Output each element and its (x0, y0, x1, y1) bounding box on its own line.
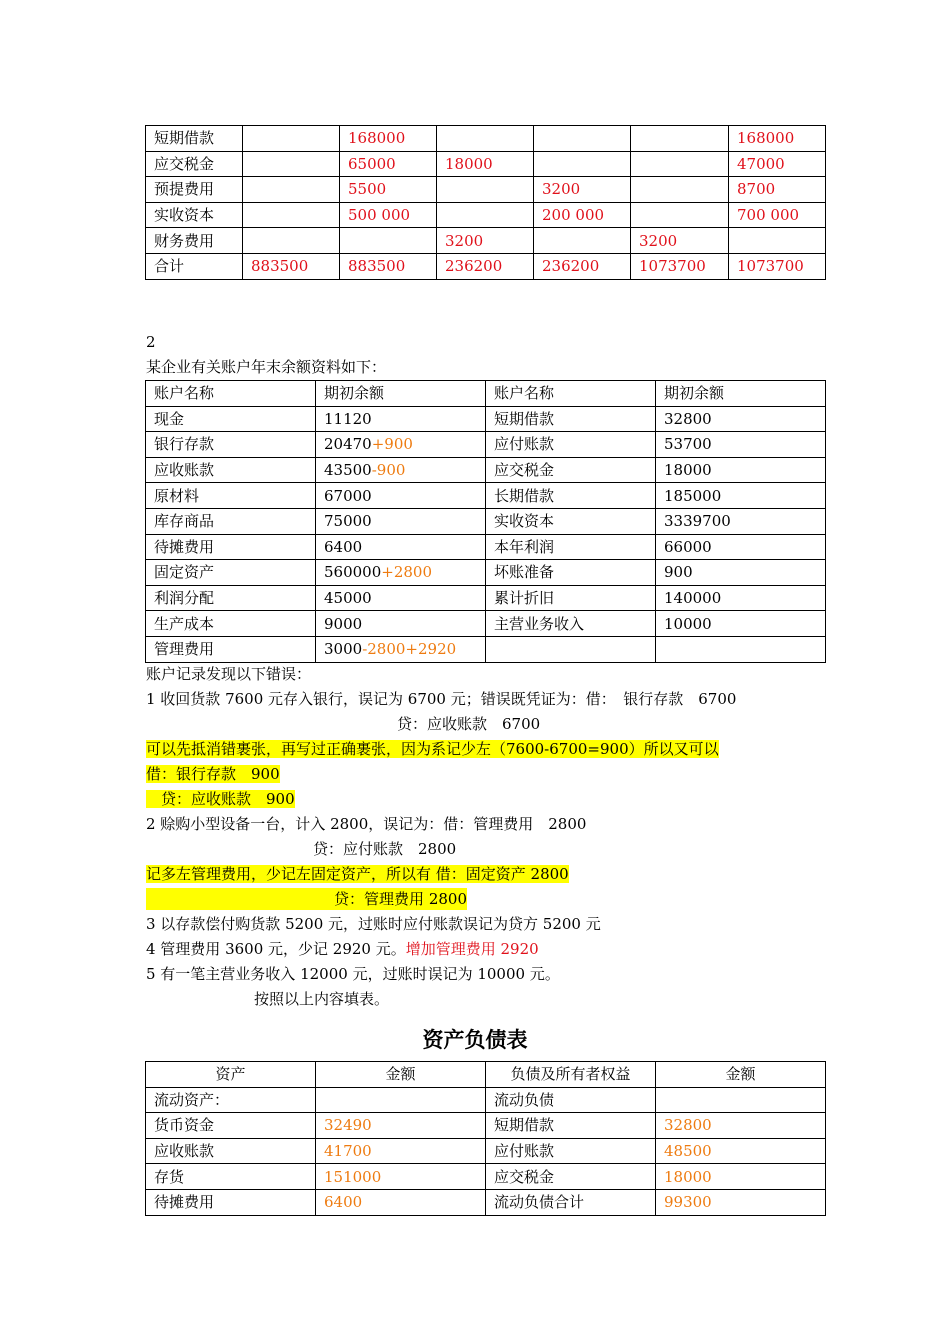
table-cell (534, 228, 631, 254)
table-cell (316, 585, 486, 611)
table-cell: 48500 (656, 1138, 826, 1164)
table-cell: 流动资产： (146, 1087, 316, 1113)
table-cell: 32490 (316, 1113, 486, 1139)
note-1-c (146, 788, 295, 812)
table-row (146, 457, 826, 483)
table-row (146, 253, 826, 279)
table-cell (316, 432, 486, 458)
table-cell: 固定资产 (146, 560, 316, 586)
table-cell (316, 508, 486, 534)
table-cell: 8700 (729, 177, 826, 203)
table-cell: 实收资本 (146, 202, 243, 228)
table-cell: 65000 (340, 151, 437, 177)
cell-value: 560000 (324, 563, 382, 582)
error-2-credit: 贷：应付账款 2800 (313, 840, 457, 858)
table-cell: 66000 (656, 534, 826, 560)
error-2: 2 赊购小型设备一台，计入 2800，误记为：借：管理费用 2800 (146, 815, 587, 833)
table-cell: 主营业务收入 (486, 611, 656, 637)
table-cell (729, 228, 826, 254)
table-cell: 18000 (437, 151, 534, 177)
table-row (146, 483, 826, 509)
table-cell: 18000 (656, 1164, 826, 1190)
ledger-summary-table (145, 125, 826, 280)
table-row (146, 1087, 826, 1113)
table-cell (656, 636, 826, 662)
cell-value: -2800+2920 (362, 640, 457, 659)
table-cell: 待摊费用 (146, 1189, 316, 1215)
table-cell: 3339700 (656, 508, 826, 534)
table-cell (437, 177, 534, 203)
section-number: 2 (146, 333, 156, 351)
highlighted-note: 可以先抵消错裹张，再写过正确裹张，因为系记少左（7600-6700=900）所以又可以 (146, 740, 719, 758)
table-cell (316, 457, 486, 483)
error-1-credit: 贷：应收账款 6700 (397, 715, 541, 733)
table-cell: 236200 (534, 253, 631, 279)
table-cell (534, 151, 631, 177)
table-header-row (146, 381, 826, 407)
table-cell: 900 (656, 560, 826, 586)
table-cell: 本年利润 (486, 534, 656, 560)
table-cell: 流动负债 (486, 1087, 656, 1113)
table-cell: 168000 (729, 126, 826, 152)
cell-value: 3000 (324, 640, 363, 659)
table-cell: 6400 (316, 1189, 486, 1215)
table-cell: 5500 (340, 177, 437, 203)
table-cell: 财务费用 (146, 228, 243, 254)
table-cell (486, 636, 656, 662)
error-3: 3 以存款偿付购货款 5200 元，过账时应付账款误记为贷方 5200 元 (146, 915, 601, 933)
table-cell: 32800 (656, 406, 826, 432)
table-cell: 货币资金 (146, 1113, 316, 1139)
cell-value: 11120 (324, 409, 372, 428)
error-1: 1 收回货款 7600 元存入银行，误记为 6700 元；错误既凭证为：借： 银行存款 6700 (146, 690, 737, 708)
table-row (146, 560, 826, 586)
cell-value: 6400 (324, 537, 363, 556)
errors-intro: 账户记录发现以下错误： (146, 665, 312, 683)
highlighted-note: 记多左管理费用，少记左固定资产，所以有 借：固定资产 2800 (146, 865, 569, 883)
table-cell (316, 483, 486, 509)
table-cell: 10000 (656, 611, 826, 637)
highlighted-note: 贷：管理费用 2800 (146, 888, 467, 910)
note-1-a (146, 738, 719, 762)
table-cell: 应交税金 (486, 457, 656, 483)
table-cell: 700 000 (729, 202, 826, 228)
table-cell: 坏账准备 (486, 560, 656, 586)
note-2-b (146, 888, 467, 912)
table-cell: 应收账款 (146, 1138, 316, 1164)
table-cell (631, 151, 729, 177)
error-5: 5 有一笔主营业务收入 12000 元，过账时误记为 10000 元。 (146, 965, 560, 983)
cell-value: +900 (371, 435, 413, 454)
cell-value: +2800 (381, 563, 433, 582)
cell-value: 75000 (324, 512, 372, 531)
table-row (146, 406, 826, 432)
table-cell: 应交税金 (486, 1164, 656, 1190)
note-2-a (146, 863, 569, 887)
note-1-b (146, 763, 280, 787)
header-cell: 负债及所有者权益 (486, 1062, 656, 1088)
table-cell (316, 611, 486, 637)
table-cell: 应收账款 (146, 457, 316, 483)
table-cell: 236200 (437, 253, 534, 279)
table-row (146, 126, 826, 152)
table-cell: 应交税金 (146, 151, 243, 177)
table-cell: 应付账款 (486, 432, 656, 458)
table-cell (631, 202, 729, 228)
table-cell: 883500 (340, 253, 437, 279)
table-row (146, 508, 826, 534)
table-cell (243, 228, 340, 254)
header-cell: 期初余额 (316, 381, 486, 407)
header-cell: 账户名称 (486, 381, 656, 407)
header-cell: 金额 (656, 1062, 826, 1088)
table-cell (316, 560, 486, 586)
highlighted-note: 借：银行存款 900 (146, 765, 280, 783)
table-cell: 应付账款 (486, 1138, 656, 1164)
table-cell (656, 1087, 826, 1113)
cell-value: -900 (371, 461, 406, 480)
table-row (146, 228, 826, 254)
table-row (146, 585, 826, 611)
table-cell: 18000 (656, 457, 826, 483)
highlighted-note: 贷：应收账款 900 (146, 790, 295, 808)
table-cell: 累计折旧 (486, 585, 656, 611)
table-cell: 预提费用 (146, 177, 243, 203)
table-cell: 185000 (656, 483, 826, 509)
table-cell: 生产成本 (146, 611, 316, 637)
table-row (146, 636, 826, 662)
table-row (146, 1138, 826, 1164)
table-cell: 短期借款 (146, 126, 243, 152)
table-cell: 99300 (656, 1189, 826, 1215)
table-row (146, 432, 826, 458)
table-cell: 47000 (729, 151, 826, 177)
error-4-note: 增加管理费用 2920 (405, 940, 539, 958)
table-row (146, 202, 826, 228)
table-cell: 原材料 (146, 483, 316, 509)
table-cell: 实收资本 (486, 508, 656, 534)
cell-value: 67000 (324, 486, 372, 505)
table-row (146, 611, 826, 637)
header-cell: 账户名称 (146, 381, 316, 407)
header-cell: 资产 (146, 1062, 316, 1088)
table-cell: 140000 (656, 585, 826, 611)
table-row (146, 1113, 826, 1139)
table-cell: 流动负债合计 (486, 1189, 656, 1215)
table-cell (243, 177, 340, 203)
table-cell (316, 406, 486, 432)
table-cell: 银行存款 (146, 432, 316, 458)
table-cell (631, 126, 729, 152)
table-cell: 883500 (243, 253, 340, 279)
table-cell: 管理费用 (146, 636, 316, 662)
table-header-row (146, 1062, 826, 1088)
cell-value: 43500 (324, 461, 372, 480)
table-row (146, 177, 826, 203)
table-cell: 200 000 (534, 202, 631, 228)
table-cell: 168000 (340, 126, 437, 152)
table-cell: 合计 (146, 253, 243, 279)
table-cell (437, 202, 534, 228)
cell-value: 20470 (324, 435, 372, 454)
header-cell: 金额 (316, 1062, 486, 1088)
header-cell: 期初余额 (656, 381, 826, 407)
table-row (146, 534, 826, 560)
table-cell: 3200 (631, 228, 729, 254)
table-cell (243, 151, 340, 177)
table-cell: 待摊费用 (146, 534, 316, 560)
balance-sheet-table (145, 1061, 826, 1216)
balance-sheet-title: 资产负债表 (422, 1028, 528, 1052)
table-cell: 41700 (316, 1138, 486, 1164)
cell-value: 45000 (324, 589, 372, 608)
table-cell: 3200 (534, 177, 631, 203)
table-cell: 短期借款 (486, 406, 656, 432)
table-cell (631, 177, 729, 203)
table-cell (437, 126, 534, 152)
table-cell (316, 1087, 486, 1113)
table-cell: 32800 (656, 1113, 826, 1139)
table-cell: 53700 (656, 432, 826, 458)
account-balance-table (145, 380, 826, 663)
cell-value: 9000 (324, 614, 363, 633)
instruction: 按照以上内容填表。 (254, 990, 390, 1008)
table-cell: 短期借款 (486, 1113, 656, 1139)
table-cell: 库存商品 (146, 508, 316, 534)
table-cell: 500 000 (340, 202, 437, 228)
error-4-text: 4 管理费用 3600 元，少记 2920 元。 (146, 940, 406, 958)
table-cell (243, 202, 340, 228)
table-cell: 利润分配 (146, 585, 316, 611)
table-cell: 存货 (146, 1164, 316, 1190)
section-intro: 某企业有关账户年末余额资料如下： (146, 358, 387, 376)
table-cell (340, 228, 437, 254)
table-cell: 1073700 (631, 253, 729, 279)
table-cell (243, 126, 340, 152)
table-cell (316, 636, 486, 662)
table-cell: 1073700 (729, 253, 826, 279)
table-row (146, 1164, 826, 1190)
table-cell: 3200 (437, 228, 534, 254)
table-row (146, 1189, 826, 1215)
table-cell: 151000 (316, 1164, 486, 1190)
table-cell (316, 534, 486, 560)
table-cell: 现金 (146, 406, 316, 432)
table-row (146, 151, 826, 177)
error-4 (146, 938, 539, 962)
table-cell (534, 126, 631, 152)
table-cell: 长期借款 (486, 483, 656, 509)
